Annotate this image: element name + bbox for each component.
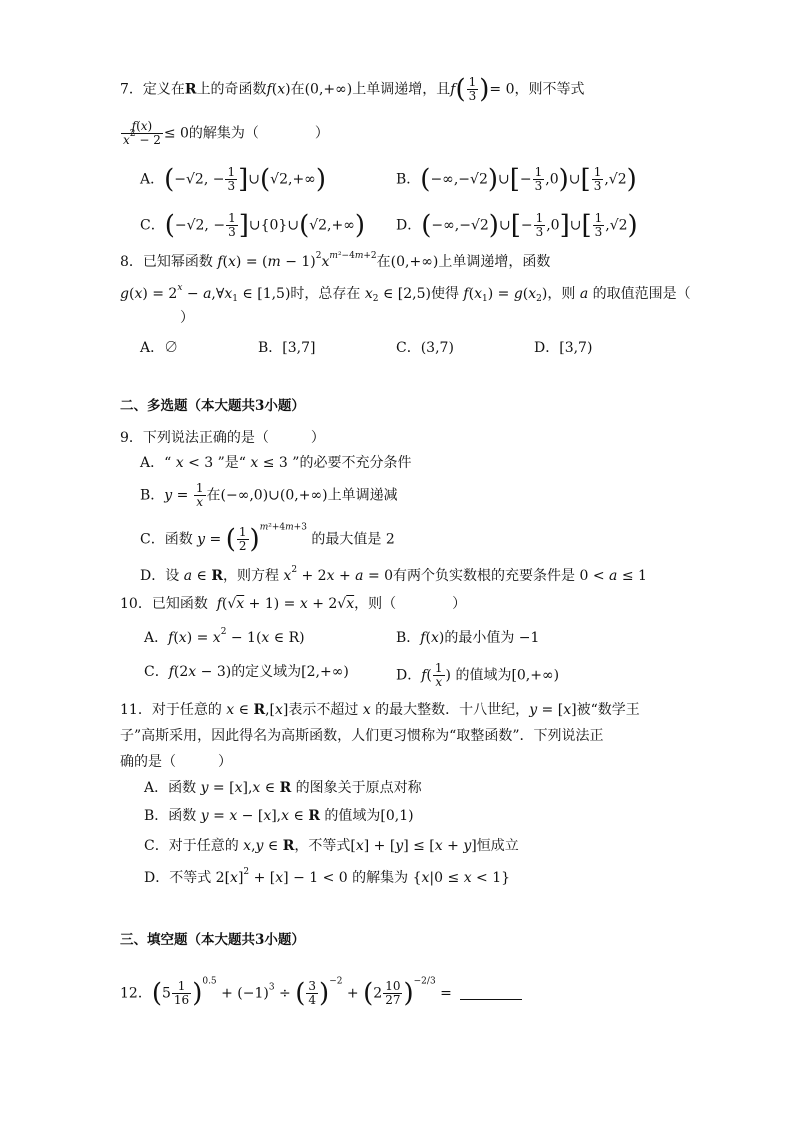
q10-option-a[interactable]: A．$f(x) = x^2 - 1(x$ ∈ R) [144,627,305,646]
q9-option-c[interactable]: C．函数 y = ( $\frac{1}{2}$ )$^{m^2+4m+3}$ 的最大值是 2 [140,522,395,555]
q8-option-c[interactable]: C．(3,7) [396,340,454,356]
q10-option-b[interactable]: B．f(x)的最小值为 −1 [396,630,540,646]
q11-option-d[interactable]: D．不等式 $2[x]^2 + [x] - 1 < 0$ 的解集为 {x|0 ≤ x < 1} [144,867,511,886]
section-multiple-choice-heading: 二、多选题（本大题共3小题） [120,398,305,414]
q7-stem-2: $\frac{f(x)}{x^2 - 2}$ ≤ 0的解集为（ ） [123,119,329,147]
q8-stem: 8．已知幂函数 $f(x) = (m - 1)^2x^{m^2-4m+2}$在(0,+∞)上单调递增，函数 [120,251,551,270]
q7-number: 7．定义在 [120,81,185,98]
section-fill-in-heading: 三、填空题（本大题共3小题） [120,932,305,948]
q7-stem: 7．定义在R上的奇函数f(x)在(0,+∞)上单调递增，且f( $\frac{1}{3}$ )= 0，则不等式 [120,74,585,105]
q12-stem: 12．(5 $\frac{1}{16}$ )$^{0.5} + (-1)^3$ ÷ ( $\frac{3}{4}$ )$^{-2}$ + (2 $\frac{10}{27}$ )$^{-2/3}$ = [120,980,522,1007]
q9-stem: 9．下列说法正确的是（ ） [120,430,325,446]
q11-option-b[interactable]: B．函数 y = x − [x],x ∈ R 的值域为[0,1) [144,808,414,824]
q7-option-c[interactable]: C．(−√2, − $\frac{1}{3}$ ]∪{0}∪(√2,+∞) [140,210,366,241]
q10-stem: 10．已知函数 f(√x + 1) = x + 2√x，则（ ） [120,596,467,612]
q8-stem-2: $g(x) = 2^x$ − $a,\forall x_1$ ∈ [1,5)时，总存在 $x_2$ ∈ [2,5)使得 $f(x_1) = g(x_2)$，则 a 的取值范围是（ [120,283,691,304]
q11-stem-3: 确的是（ ） [120,754,232,770]
q8-option-d[interactable]: D．[3,7) [534,340,593,356]
q8-option-b[interactable]: B．[3,7] [258,340,316,356]
q9-option-d[interactable]: D．设 a ∈ R，则方程 $x^2 + 2x + a = 0$有两个负实数根的充要条件是 0 < a ≤ 1 [140,565,647,584]
q11-stem-2: 子”高斯采用，因此得名为高斯函数，人们更习惯称为“取整函数”．下列说法正 [120,728,604,744]
q8-option-a[interactable]: A．∅ [140,340,179,356]
q11-stem: 11．对于任意的 x ∈ R,[x]表示不超过 x 的最大整数．十八世纪，y = [x]被“数学王 [120,702,640,718]
q10-option-d[interactable]: D．f( $\frac{1}{x}$ ) 的值域为[0,+∞) [396,661,560,689]
q7-option-a[interactable]: A．(−√2, − $\frac{1}{3}$ ]∪(√2,+∞) [140,164,326,195]
q9-option-a[interactable]: A．“ x < 3 ”是“ x ≤ 3 ”的必要不充分条件 [140,455,412,471]
q7-option-d[interactable]: D．(−∞,−√2)∪[− $\frac{1}{3}$ ,0]∪[ $\frac{1}{3}$ ,√2) [396,210,638,241]
q11-option-a[interactable]: A．函数 y = [x],x ∈ R 的图象关于原点对称 [144,780,422,796]
q10-option-c[interactable]: C．f(2x − 3)的定义域为[2,+∞) [144,664,349,680]
q9-option-b[interactable]: B．y = $\frac{1}{x}$ 在(−∞,0)∪(0,+∞)上单调递减 [140,481,398,509]
q12-answer-blank[interactable] [460,999,522,1000]
q11-option-c[interactable]: C．对于任意的 x,y ∈ R，不等式[x] + [y] ≤ [x + y]恒成立 [144,838,519,854]
q8-stem-3: ） [180,310,194,326]
q7-option-b[interactable]: B．(−∞,−√2)∪[− $\frac{1}{3}$ ,0)∪[ $\frac{1}{3}$ ,√2) [396,164,637,195]
